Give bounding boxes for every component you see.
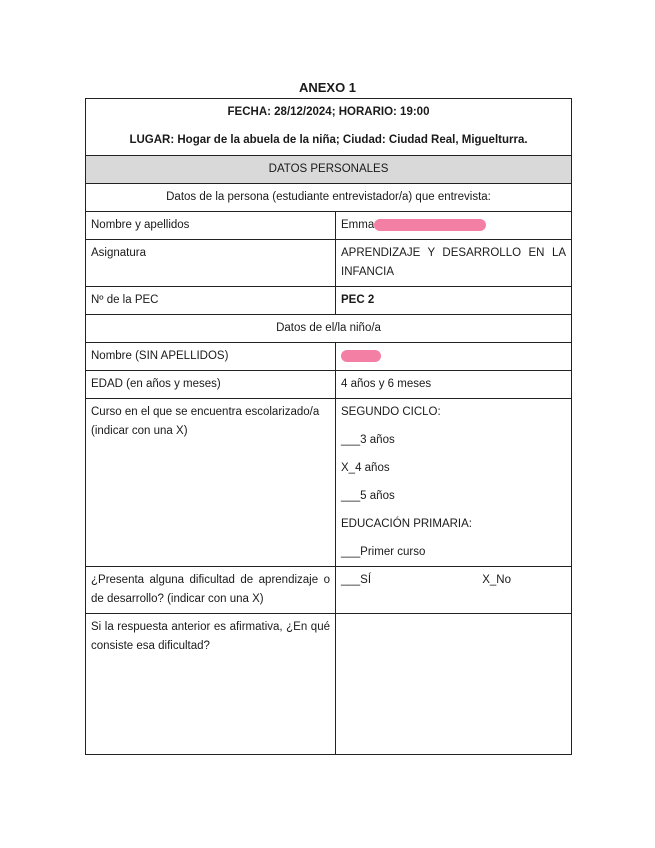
segundo-ciclo-heading: SEGUNDO CICLO:: [341, 406, 441, 418]
option-primer-curso: ___Primer curso: [341, 546, 426, 558]
nombre-value-cell: [336, 212, 572, 240]
edad-value: 4 años y 6 meses: [336, 371, 572, 399]
table-row: [86, 343, 572, 371]
section-header-datos-personales: DATOS PERSONALES: [86, 156, 572, 184]
option-4-anos: X_4 años: [341, 462, 390, 474]
document-title: ANEXO 1: [298, 80, 357, 95]
table-row: [86, 287, 572, 315]
table-row: [86, 212, 572, 240]
edad-label: EDAD (en años y meses): [86, 371, 336, 399]
nombre-nino-label: Nombre (SIN APELLIDOS): [86, 343, 336, 371]
table-row: [86, 184, 572, 212]
curso-options-cell: [336, 399, 572, 567]
nombre-label: Nombre y apellidos: [86, 212, 336, 240]
table-row: [86, 399, 572, 567]
date-place-cell: [86, 99, 572, 156]
fecha-line: FECHA: 28/12/2024; HORARIO: 19:00: [227, 106, 430, 118]
table-row: [86, 371, 572, 399]
dificultad-options-cell: [336, 567, 572, 614]
interview-form-table: [85, 98, 572, 755]
child-heading: Datos de el/la niño/a: [86, 315, 572, 343]
redaction-mark: [374, 219, 486, 231]
option-3-anos: ___3 años: [341, 434, 395, 446]
lugar-line: LUGAR: Hogar de la abuela de la niña; Ciudad: Ciudad Real, Miguelturra.: [129, 134, 528, 146]
nombre-nino-value-cell: [336, 343, 572, 371]
table-row: [86, 614, 572, 755]
consiste-value: [336, 614, 572, 755]
redaction-mark: [341, 350, 381, 362]
dificultad-label: ¿Presenta alguna dificultad de aprendizaje o de desarrollo? (indicar con una X): [86, 567, 336, 614]
consiste-label: Si la respuesta anterior es afirmativa, ¿En qué consiste esa dificultad?: [86, 614, 336, 755]
table-row: [86, 156, 572, 184]
curso-label: Curso en el que se encuentra escolarizado/a (indicar con una X): [86, 399, 336, 567]
table-row: [86, 240, 572, 287]
pec-label: Nº de la PEC: [86, 287, 336, 315]
pec-value: PEC 2: [336, 287, 572, 315]
nombre-value: Emma: [341, 219, 375, 231]
interviewer-heading: Datos de la persona (estudiante entrevistador/a) que entrevista:: [86, 184, 572, 212]
table-row: [86, 99, 572, 156]
table-row: [86, 315, 572, 343]
option-5-anos: ___5 años: [341, 490, 395, 502]
option-no: X_No: [482, 574, 512, 586]
primaria-heading: EDUCACIÓN PRIMARIA:: [341, 518, 472, 530]
option-si: ___SÍ: [341, 574, 372, 586]
table-row: [86, 567, 572, 614]
asignatura-value: APRENDIZAJE Y DESARROLLO EN LA INFANCIA: [336, 240, 572, 287]
asignatura-label: Asignatura: [86, 240, 336, 287]
